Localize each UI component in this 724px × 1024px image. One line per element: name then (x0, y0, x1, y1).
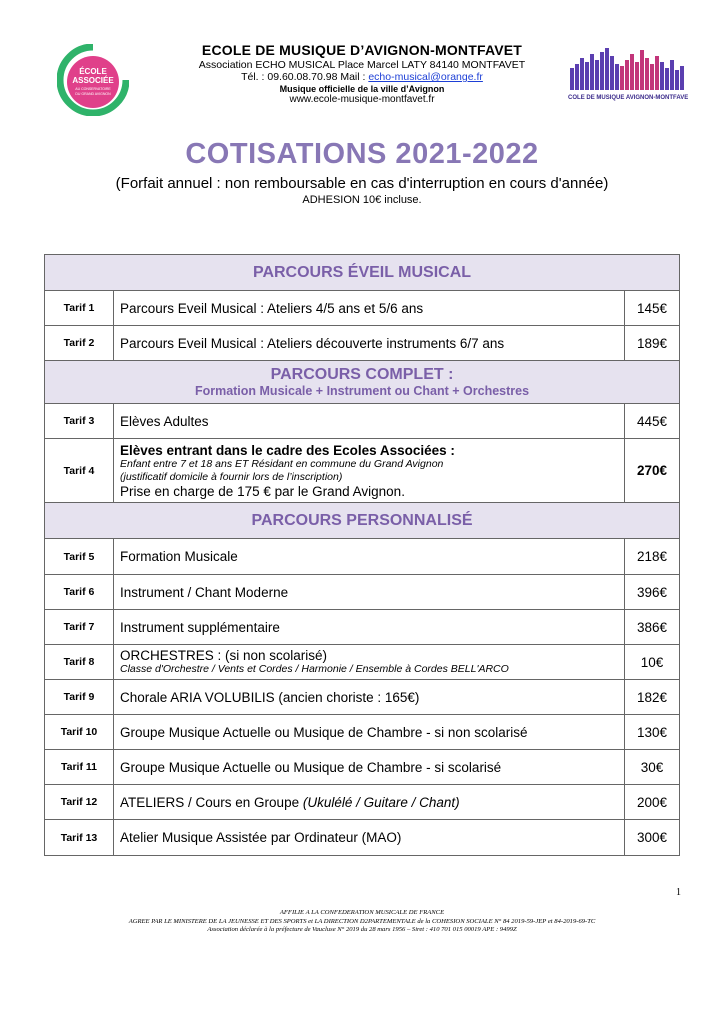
tarif-label: Tarif 2 (45, 326, 114, 361)
tarif-price: 218€ (625, 539, 680, 575)
header-block (150, 42, 574, 105)
tarif-price: 270€ (625, 439, 680, 503)
tarif-description: Parcours Eveil Musical : Ateliers découverte instruments 6/7 ans (114, 326, 625, 361)
tarif-label: Tarif 4 (45, 439, 114, 503)
tarif-price: 200€ (625, 785, 680, 820)
tarif-price: 189€ (625, 326, 680, 361)
footer-line: AFFILIE A LA CONFEDERATION MUSICALE DE FRANCE (279, 909, 445, 916)
tarif-description-title: ORCHESTRES : (si non scolarisé) (120, 648, 328, 663)
section-header-eveil (45, 255, 680, 291)
table-row (45, 820, 680, 856)
section-header-perso (45, 503, 680, 539)
section-header-complet (45, 361, 680, 404)
tarif-price: 396€ (625, 575, 680, 610)
tarif-label: Tarif 3 (45, 404, 114, 439)
tarif-description (114, 785, 625, 820)
official-music-line: Musique officielle de la ville d’Avignon (279, 84, 445, 94)
tarif-description-extra: Prise en charge de 175 € par le Grand Avignon. (120, 483, 405, 499)
table-row (45, 326, 680, 361)
footer (0, 909, 724, 935)
tarif-description (114, 645, 625, 680)
ecole-associee-logo (57, 44, 129, 116)
tarif-description-italic: (Ukulélé / Guitare / Chant) (302, 794, 460, 810)
table-row (45, 715, 680, 750)
table-row (45, 610, 680, 645)
section-title: PARCOURS ÉVEIL MUSICAL (252, 263, 472, 281)
tarif-description: Parcours Eveil Musical : Ateliers 4/5 ans et 5/6 ans (114, 291, 625, 326)
tarif-description: Formation Musicale (114, 539, 625, 575)
tarif-price: 130€ (625, 715, 680, 750)
website-text: www.ecole-musique-montfavet.fr (289, 94, 435, 105)
tarif-note: Classe d'Orchestre / Vents et Cordes / Harmonie / Ensemble à Cordes BELL'ARCO (120, 663, 509, 675)
tarif-label: Tarif 7 (45, 610, 114, 645)
table-row (45, 439, 680, 503)
table-row (45, 291, 680, 326)
tarif-note: Enfant entre 7 et 18 ans ET Résidant en commune du Grand Avignon (120, 457, 444, 470)
table-row (45, 404, 680, 439)
tarif-label: Tarif 12 (45, 785, 114, 820)
tarif-price: 300€ (625, 820, 680, 856)
logo-left-line2: ASSOCIÉE (72, 76, 114, 85)
logo-left-line4: DU GRAND AVIGNON (75, 92, 111, 96)
page-subtitle: (Forfait annuel : non remboursable en cas d'interruption en cours d'année) (115, 175, 609, 192)
tarif-description: Groupe Musique Actuelle ou Musique de Chambre - si scolarisé (114, 750, 625, 785)
page-title: COTISATIONS 2021-2022 (185, 138, 539, 170)
table-row (45, 539, 680, 575)
section-title: PARCOURS COMPLET : (270, 366, 454, 383)
tarif-label: Tarif 5 (45, 539, 114, 575)
tarif-label: Tarif 6 (45, 575, 114, 610)
tarif-label: Tarif 1 (45, 291, 114, 326)
tarif-description: Instrument supplémentaire (114, 610, 625, 645)
footer-line: Association déclarée à la préfecture de Vaucluse N° 2019 du 28 mars 1956 – Siret : 410 701 015 00019 APE : 9499Z (207, 926, 517, 933)
logo-left-line3: AU CONSERVATOIRE (75, 87, 111, 91)
tarif-price: 145€ (625, 291, 680, 326)
contact-line (150, 71, 574, 83)
section-title: PARCOURS PERSONNALISÉ (251, 511, 473, 529)
school-name: ECOLE DE MUSIQUE D’AVIGNON-MONTFAVET (201, 42, 523, 58)
footer-line: AGREE PAR LE MINISTERE DE LA JEUNESSE ET DES SPORTS et LA DIRECTION D2PARTEMENTALE de la COHESION SOCIALE N° 84 2019-59-JEP et 84-2019-69-TC (128, 917, 596, 925)
tarif-description: Groupe Musique Actuelle ou Musique de Chambre - si non scolarisé (114, 715, 625, 750)
tarif-description: Atelier Musique Assistée par Ordinateur (MAO) (114, 820, 625, 856)
tarif-description (114, 439, 625, 503)
tarif-label: Tarif 13 (45, 820, 114, 856)
table-row (45, 680, 680, 715)
page-number: 1 (676, 887, 681, 898)
tarif-price: 445€ (625, 404, 680, 439)
table-row (45, 750, 680, 785)
section-subtitle: Formation Musicale + Instrument ou Chant + Orchestres (194, 384, 530, 398)
tarif-price: 182€ (625, 680, 680, 715)
tarif-description-text: ATELIERS / Cours en Groupe (120, 794, 303, 810)
tarif-label: Tarif 11 (45, 750, 114, 785)
phone-text: Tél. : 09.60.08.70.98 Mail : (241, 71, 369, 83)
logo-right-text: ÉCOLE DE MUSIQUE AVIGNON-MONTFAVET (568, 95, 688, 101)
tarif-description: Instrument / Chant Moderne (114, 575, 625, 610)
tarif-label: Tarif 8 (45, 645, 114, 680)
tarif-description: Elèves Adultes (114, 404, 625, 439)
tarif-price: 386€ (625, 610, 680, 645)
table-row (45, 575, 680, 610)
tarif-description-title: Elèves entrant dans le cadre des Ecoles Associées : (120, 442, 455, 458)
tariffs-table (44, 254, 680, 856)
table-row (45, 645, 680, 680)
association-line: Association ECHO MUSICAL Place Marcel LATY 84140 MONTFAVET (198, 59, 526, 71)
tarif-description: Chorale ARIA VOLUBILIS (ancien choriste : 165€) (114, 680, 625, 715)
school-logo (568, 44, 688, 102)
email-link[interactable]: echo-musical@orange.fr (368, 71, 483, 83)
tarif-label: Tarif 9 (45, 680, 114, 715)
adhesion-note: ADHESION 10€ incluse. (302, 194, 422, 206)
logo-left-line1: ÉCOLE (79, 67, 107, 76)
tarif-price: 30€ (625, 750, 680, 785)
tarif-note: (justificatif domicile à fournir lors de l’inscription) (120, 470, 343, 483)
tarif-label: Tarif 10 (45, 715, 114, 750)
table-row (45, 785, 680, 820)
tarif-price: 10€ (625, 645, 680, 680)
